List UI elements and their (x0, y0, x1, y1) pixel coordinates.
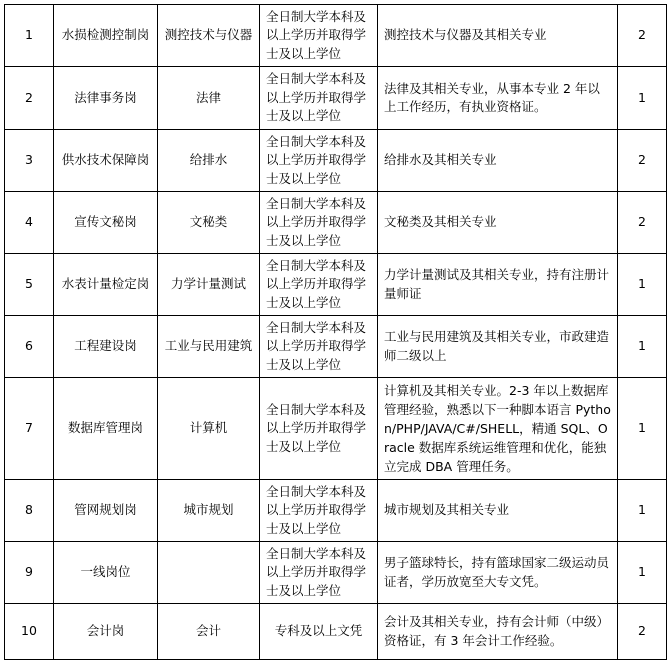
position-name: 水损检测控制岗 (54, 5, 158, 67)
row-number: 4 (5, 192, 54, 254)
other-requirement: 会计及其相关专业，持有会计师（中级）资格证，有 3 年会计工作经验。 (378, 604, 618, 660)
education-requirement: 全日制大学本科及以上学历并取得学士及以上学位 (260, 5, 378, 67)
major-name: 计算机 (158, 378, 260, 480)
table-row (5, 604, 667, 660)
row-number: 7 (5, 378, 54, 480)
headcount: 1 (618, 254, 667, 316)
headcount: 1 (618, 67, 667, 130)
headcount: 2 (618, 192, 667, 254)
other-requirement: 男子篮球特长，持有篮球国家二级运动员证者，学历放宽至大专文凭。 (378, 542, 618, 604)
row-number: 1 (5, 5, 54, 67)
major-name: 给排水 (158, 130, 260, 192)
education-requirement: 全日制大学本科及以上学历并取得学士及以上学位 (260, 67, 378, 130)
recruitment-table (4, 4, 667, 660)
table-row (5, 130, 667, 192)
row-number: 2 (5, 67, 54, 130)
education-requirement: 全日制大学本科及以上学历并取得学士及以上学位 (260, 130, 378, 192)
headcount: 2 (618, 5, 667, 67)
major-name: 城市规划 (158, 480, 260, 542)
table-row (5, 316, 667, 378)
other-requirement: 计算机及其相关专业。2-3 年以上数据库管理经验，熟悉以下一种脚本语言 Python/PHP/JAVA/C#/SHELL，精通 SQL、Oracle 数据库系统运维管理和优化，能独立完成 DBA 管理任务。 (378, 378, 618, 480)
other-requirement: 文秘类及其相关专业 (378, 192, 618, 254)
row-number: 9 (5, 542, 54, 604)
headcount: 2 (618, 130, 667, 192)
headcount: 1 (618, 316, 667, 378)
education-requirement: 全日制大学本科及以上学历并取得学士及以上学位 (260, 254, 378, 316)
major-name: 法律 (158, 67, 260, 130)
position-name: 管网规划岗 (54, 480, 158, 542)
headcount: 1 (618, 542, 667, 604)
education-requirement: 全日制大学本科及以上学历并取得学士及以上学位 (260, 480, 378, 542)
row-number: 8 (5, 480, 54, 542)
other-requirement: 法律及其相关专业，从事本专业 2 年以上工作经历，有执业资格证。 (378, 67, 618, 130)
table-row (5, 5, 667, 67)
position-name: 供水技术保障岗 (54, 130, 158, 192)
table-row (5, 542, 667, 604)
education-requirement: 专科及以上文凭 (260, 604, 378, 660)
major-name (158, 542, 260, 604)
other-requirement: 城市规划及其相关专业 (378, 480, 618, 542)
table-row (5, 480, 667, 542)
position-name: 宣传文秘岗 (54, 192, 158, 254)
education-requirement: 全日制大学本科及以上学历并取得学士及以上学位 (260, 316, 378, 378)
education-requirement: 全日制大学本科及以上学历并取得学士及以上学位 (260, 542, 378, 604)
position-name: 水表计量检定岗 (54, 254, 158, 316)
row-number: 10 (5, 604, 54, 660)
position-name: 一线岗位 (54, 542, 158, 604)
headcount: 2 (618, 604, 667, 660)
education-requirement: 全日制大学本科及以上学历并取得学士及以上学位 (260, 192, 378, 254)
row-number: 6 (5, 316, 54, 378)
major-name: 文秘类 (158, 192, 260, 254)
position-name: 工程建设岗 (54, 316, 158, 378)
row-number: 5 (5, 254, 54, 316)
headcount: 1 (618, 480, 667, 542)
other-requirement: 给排水及其相关专业 (378, 130, 618, 192)
other-requirement: 测控技术与仪器及其相关专业 (378, 5, 618, 67)
other-requirement: 力学计量测试及其相关专业，持有注册计量师证 (378, 254, 618, 316)
position-name: 会计岗 (54, 604, 158, 660)
major-name: 工业与民用建筑 (158, 316, 260, 378)
major-name: 会计 (158, 604, 260, 660)
table-row (5, 192, 667, 254)
position-name: 法律事务岗 (54, 67, 158, 130)
table-row (5, 67, 667, 130)
major-name: 力学计量测试 (158, 254, 260, 316)
headcount: 1 (618, 378, 667, 480)
table-row (5, 254, 667, 316)
education-requirement: 全日制大学本科及以上学历并取得学士及以上学位 (260, 378, 378, 480)
position-name: 数据库管理岗 (54, 378, 158, 480)
table-row (5, 378, 667, 480)
major-name: 测控技术与仪器 (158, 5, 260, 67)
row-number: 3 (5, 130, 54, 192)
other-requirement: 工业与民用建筑及其相关专业，市政建造师二级以上 (378, 316, 618, 378)
